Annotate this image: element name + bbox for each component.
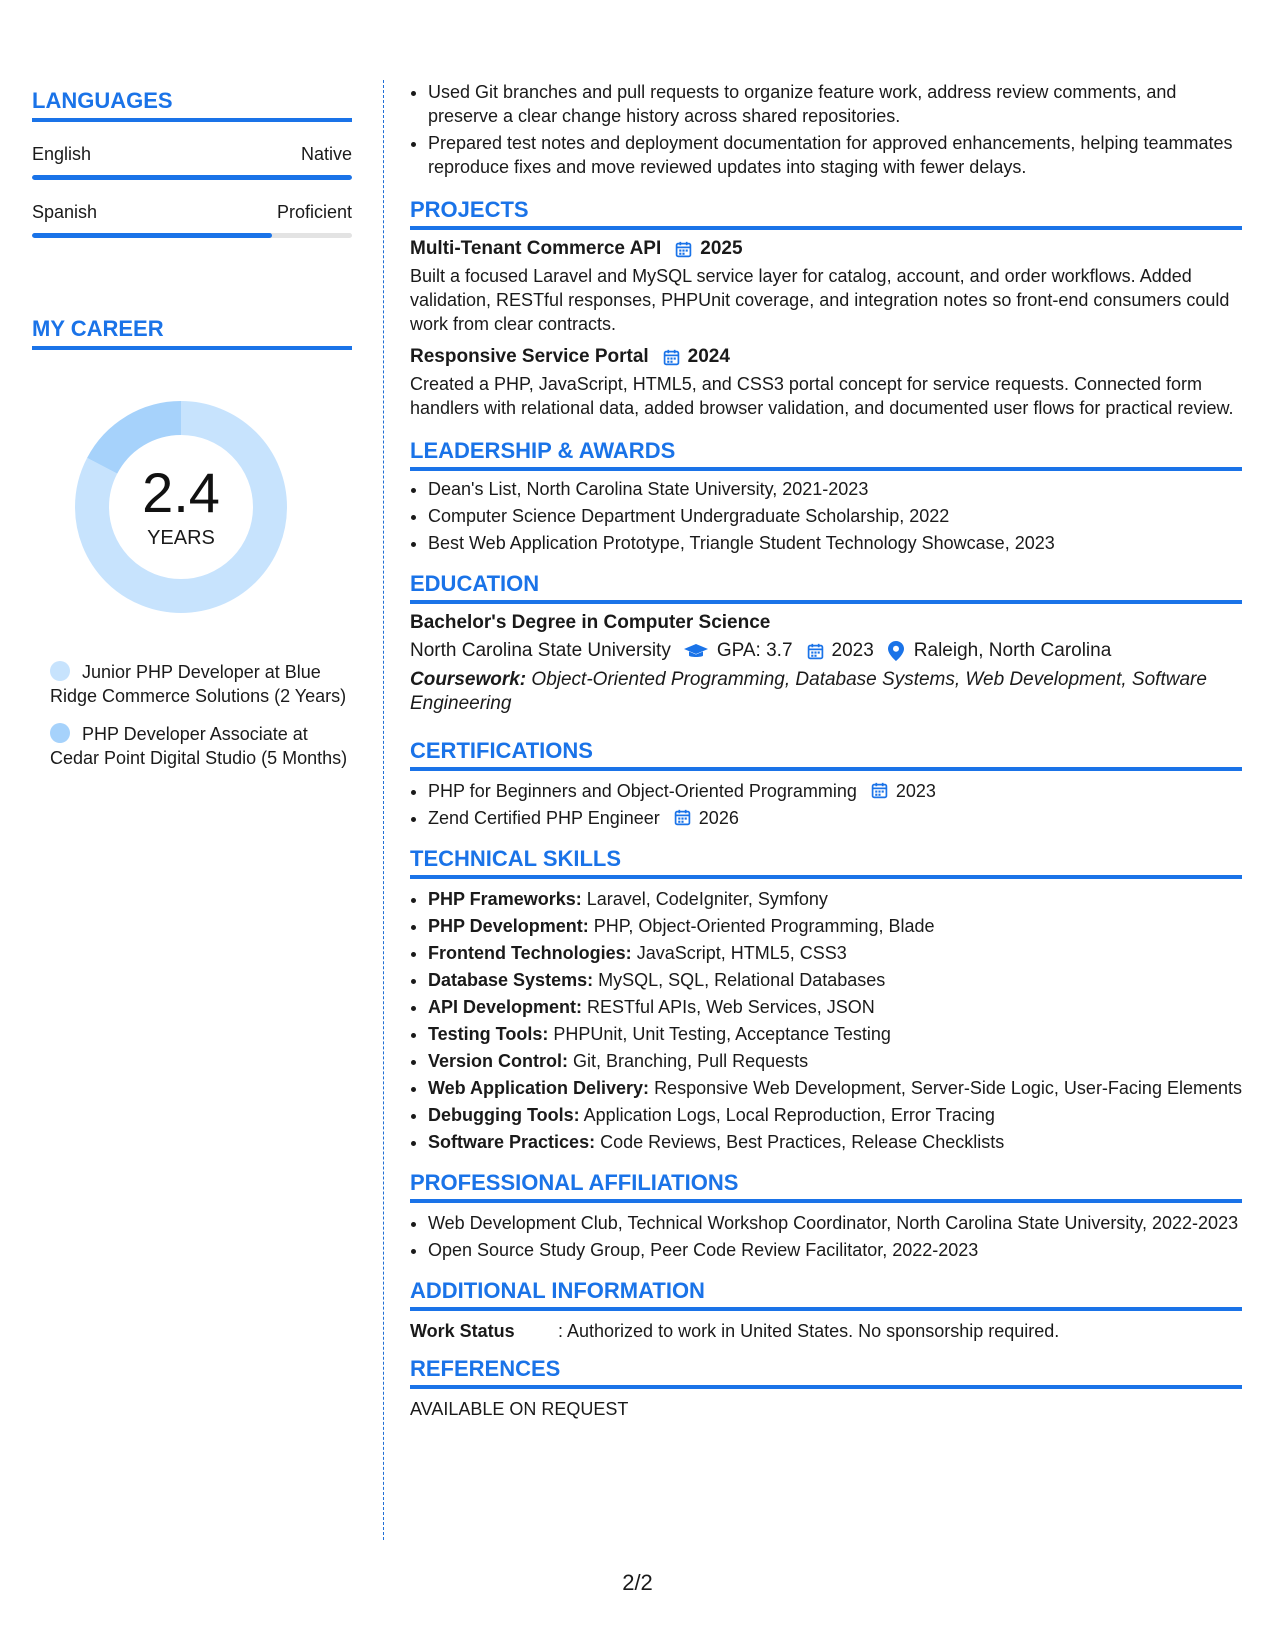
project-item: [410, 238, 1242, 336]
map-pin-icon: [888, 641, 904, 661]
skill-item: [428, 1130, 1242, 1154]
project-title: Responsive Service Portal: [410, 346, 649, 367]
graduation-year: 2023: [831, 640, 874, 661]
project-year: 2024: [687, 346, 730, 367]
skill-item: [428, 968, 1242, 992]
skill-label: Version Control:: [428, 1051, 569, 1071]
project-year: 2025: [700, 238, 743, 259]
calendar-icon: [807, 643, 824, 660]
certification-year: 2026: [698, 808, 739, 828]
affiliation-item: • Open Source Study Group, Peer Code Review Facilitator, 2022-2023: [428, 1238, 1242, 1262]
certification-name: PHP for Beginners and Object-Oriented Programming: [428, 781, 857, 801]
work-status-value: : Authorized to work in United States. No sponsorship required.: [558, 1321, 1060, 1341]
skill-label: API Development:: [428, 997, 583, 1017]
work-status-row: [410, 1321, 1242, 1342]
skill-item: [428, 1076, 1242, 1100]
career-years-value: 2.4: [142, 460, 220, 524]
project-item: [410, 346, 1242, 420]
references-text: AVAILABLE ON REQUEST: [410, 1399, 629, 1419]
project-title: Multi-Tenant Commerce API: [410, 238, 662, 259]
skill-item: [428, 941, 1242, 965]
skill-label: PHP Frameworks:: [428, 889, 582, 909]
project-description: Built a focused Laravel and MySQL service layer for catalog, account, and order workflows. Added validation, RESTful responses, PHPUnit coverage, and integration notes so front-end consumers could work from clear contracts.: [410, 266, 1230, 334]
certification-name: Zend Certified PHP Engineer: [428, 808, 660, 828]
language-level-bar: [32, 175, 352, 180]
language-level-fill: [32, 233, 272, 238]
leadership-item: • Computer Science Department Undergraduate Scholarship, 2022: [428, 504, 1242, 528]
education-details: [410, 640, 1242, 662]
coursework: [410, 668, 1242, 716]
affiliation-item: • Web Development Club, Technical Workshop Coordinator, North Carolina State University, 2022-2023: [428, 1211, 1242, 1235]
skill-value: PHP, Object-Oriented Programming, Blade: [593, 916, 935, 936]
language-name: Spanish: [32, 202, 98, 222]
career-legend-label: PHP Developer Associate at Cedar Point Digital Studio (5 Months): [50, 724, 348, 768]
certification-item: [428, 779, 1242, 803]
calendar-icon: [871, 782, 888, 799]
additional-heading: ADDITIONAL INFORMATION: [410, 1278, 1242, 1311]
leadership-item: • Best Web Application Prototype, Triangle Student Technology Showcase, 2023: [428, 531, 1242, 555]
school-name: North Carolina State University: [410, 640, 671, 661]
skill-value: Git, Branching, Pull Requests: [573, 1051, 809, 1071]
leadership-heading: LEADERSHIP & AWARDS: [410, 438, 1242, 471]
certification-year: 2023: [895, 781, 936, 801]
affiliations-heading: PROFESSIONAL AFFILIATIONS: [410, 1170, 1242, 1203]
career-donut-chart: [66, 392, 296, 622]
skills-heading: TECHNICAL SKILLS: [410, 846, 1242, 879]
experience-bullet: • Used Git branches and pull requests to organize feature work, address review comments, and preserve a clear change history across shared repositories.: [428, 80, 1242, 128]
graduation-cap-icon: [683, 642, 709, 660]
career-legend-item: [50, 660, 352, 708]
career-legend: [50, 660, 352, 770]
skill-value: RESTful APIs, Web Services, JSON: [587, 997, 875, 1017]
project-description: Created a PHP, JavaScript, HTML5, and CSS3 portal concept for service requests. Connected form handlers with relational data, added browser validation, and documented user flows for practical review.: [410, 374, 1234, 418]
skill-item: [428, 1022, 1242, 1046]
certification-item: [428, 806, 1242, 830]
language-name: English: [32, 144, 92, 164]
skill-label: Testing Tools:: [428, 1024, 549, 1044]
leadership-item: • Dean's List, North Carolina State University, 2021-2023: [428, 477, 1242, 501]
experience-bullets: [410, 80, 1242, 179]
affiliations-list: [410, 1211, 1242, 1262]
work-status-label: Work Status: [410, 1321, 515, 1341]
career-legend-label: Junior PHP Developer at Blue Ridge Commerce Solutions (2 Years): [50, 662, 347, 706]
language-level: Native: [300, 144, 352, 164]
right-column: [410, 80, 1242, 1420]
skill-value: JavaScript, HTML5, CSS3: [636, 943, 847, 963]
skill-item: [428, 1049, 1242, 1073]
skill-label: Software Practices:: [428, 1132, 596, 1152]
language-level: Proficient: [276, 202, 352, 222]
certifications-heading: CERTIFICATIONS: [410, 738, 1242, 771]
skill-value: MySQL, SQL, Relational Databases: [598, 970, 886, 990]
skill-item: [428, 887, 1242, 911]
career-years-unit: YEARS: [147, 526, 215, 549]
languages-heading: LANGUAGES: [32, 88, 352, 122]
skill-value: Responsive Web Development, Server-Side Logic, User-Facing Elements: [654, 1078, 1242, 1098]
skill-item: [428, 995, 1242, 1019]
certifications-list: [410, 779, 1242, 830]
projects-heading: PROJECTS: [410, 197, 1242, 230]
language-item: [32, 202, 352, 238]
language-item: [32, 144, 352, 180]
coursework-value: Object-Oriented Programming, Database Systems, Web Development, Software Engineering: [410, 669, 1207, 714]
left-column: [32, 88, 352, 784]
skill-value: Application Logs, Local Reproduction, Error Tracing: [583, 1105, 995, 1125]
skill-item: [428, 1103, 1242, 1127]
career-heading: MY CAREER: [32, 316, 352, 350]
language-level-bar: [32, 233, 352, 238]
skill-item: [428, 914, 1242, 938]
calendar-icon: [675, 241, 692, 258]
page-number: 2/2: [622, 1570, 653, 1595]
coursework-label: Coursework:: [410, 669, 527, 690]
skill-label: Database Systems:: [428, 970, 594, 990]
skill-label: Web Application Delivery:: [428, 1078, 650, 1098]
calendar-icon: [663, 349, 680, 366]
school-location: Raleigh, North Carolina: [913, 640, 1112, 661]
skill-value: PHPUnit, Unit Testing, Acceptance Testing: [553, 1024, 891, 1044]
skill-value: Laravel, CodeIgniter, Symfony: [586, 889, 828, 909]
skills-list: [410, 887, 1242, 1154]
legend-dot: [50, 661, 70, 681]
education-heading: EDUCATION: [410, 571, 1242, 604]
column-divider: [383, 80, 384, 1540]
language-level-fill: [32, 175, 352, 180]
experience-bullet: • Prepared test notes and deployment documentation for approved enhancements, helping teammates reproduce fixes and move reviewed updates into staging with fewer delays.: [428, 131, 1242, 179]
career-legend-item: [50, 722, 352, 770]
calendar-icon: [674, 809, 691, 826]
skill-label: Frontend Technologies:: [428, 943, 632, 963]
skill-label: PHP Development:: [428, 916, 589, 936]
legend-dot: [50, 723, 70, 743]
degree-title: Bachelor's Degree in Computer Science: [410, 612, 771, 633]
gpa: GPA: 3.7: [716, 640, 793, 661]
leadership-list: [410, 477, 1242, 555]
skill-label: Debugging Tools:: [428, 1105, 580, 1125]
skill-value: Code Reviews, Best Practices, Release Checklists: [600, 1132, 1005, 1152]
references-heading: REFERENCES: [410, 1356, 1242, 1389]
